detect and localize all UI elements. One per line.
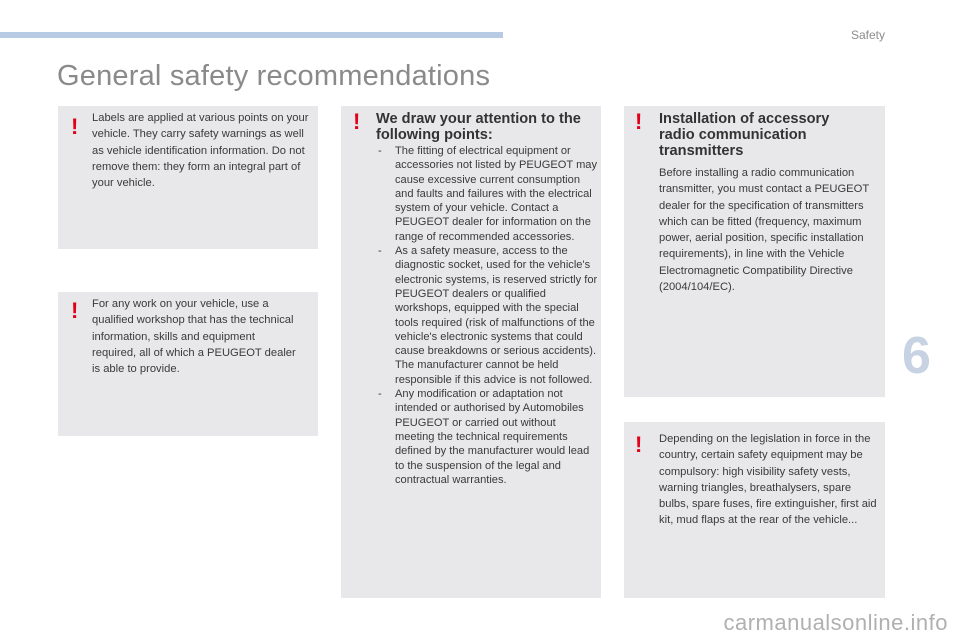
radio-warning-box bbox=[624, 106, 885, 397]
workshop-text: For any work on your vehicle, use a qualified workshop that has the technical information, skills and equipment required, all of which a PEUGEOT dealer is able to provide. bbox=[92, 298, 296, 376]
attention-item: - As a safety measure, access to the diagnostic socket, used for the vehicle's electronic systems, is reserved strictly for PEUGEOT dealers or qualified workshops, equipped with the special tools required (risk of malfunctions of the vehicle's electronic systems that could cause breakdowns or serious accidents). The manufacturer cannot be held responsible if this advice is not followed. bbox=[376, 244, 598, 387]
attention-item: - The fitting of electrical equipment or accessories not listed by PEUGEOT may cause excessive current consumption and faults and failures with the electrical system of your vehicle. Contact a PEUGEOT dealer for information on the range of recommended accessories. bbox=[376, 144, 598, 244]
header-accent-bar bbox=[0, 32, 503, 38]
warning-icon: ! bbox=[635, 432, 643, 457]
warning-icon: ! bbox=[71, 298, 79, 323]
attention-warning-box bbox=[341, 106, 601, 598]
radio-text: Before installing a radio communication transmitter, you must contact a PEUGEOT dealer for the specification of transmitters which can be fitted (frequency, maximum power, aerial position, specific installation requirements), in line with the Vehicle Electromagnetic Compatibility Directive (2004/104/EC). bbox=[659, 167, 869, 294]
attention-item: - Any modification or adaptation not intended or authorised by Automobiles PEUGEOT or carried out without meeting the technical requirements defined by the manufacturer would lead to the suspension of the legal and contractual warranties. bbox=[376, 387, 598, 487]
warning-icon: ! bbox=[635, 109, 643, 134]
labels-text: Labels are applied at various points on your vehicle. They carry safety warnings as well as vehicle identification information. Do not remove them: they form an integral part of your vehicle. bbox=[92, 112, 309, 190]
section-label: Safety bbox=[850, 28, 885, 42]
chapter-number: 6 bbox=[902, 327, 931, 385]
attention-heading: We draw your attention to the following points: bbox=[376, 111, 581, 143]
attention-list bbox=[376, 144, 598, 487]
warning-icon: ! bbox=[71, 114, 79, 139]
radio-heading: Installation of accessory radio communication transmitters bbox=[659, 111, 830, 159]
page-title: General safety recommendations bbox=[57, 60, 491, 92]
warning-icon: ! bbox=[353, 109, 361, 134]
labels-warning-box bbox=[58, 106, 318, 249]
watermark: carmanualsonline.info bbox=[723, 610, 948, 635]
legislation-warning-box bbox=[624, 422, 885, 598]
workshop-warning-box bbox=[58, 292, 318, 436]
legislation-text: Depending on the legislation in force in the country, certain safety equipment may be compulsory: high visibility safety vests, warning triangles, breathalysers, spare bulbs, spare fuses, fire extinguisher, first aid kit, mud flaps at the rear of the vehicle... bbox=[659, 433, 877, 527]
